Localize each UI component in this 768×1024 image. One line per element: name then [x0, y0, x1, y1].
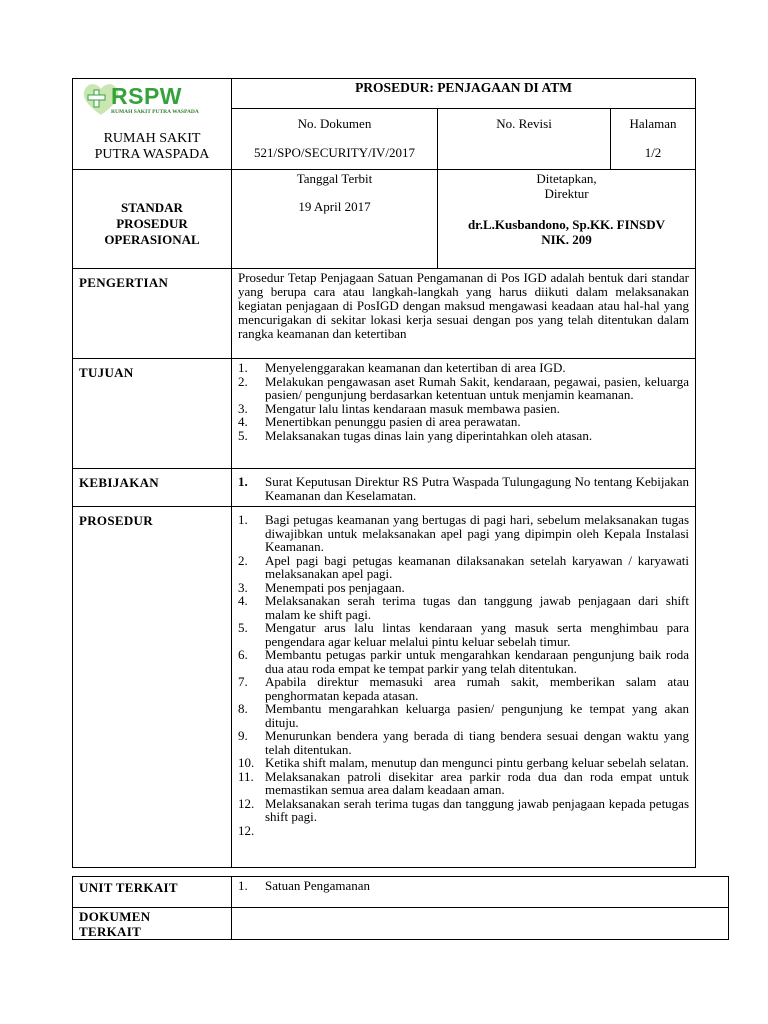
item-number: 3. [238, 400, 248, 416]
list-item [238, 594, 689, 621]
prosedur-cell [232, 507, 696, 868]
logo-subtitle: RUMAH SAKIT PUTRA WASPADA [111, 109, 199, 115]
item-text: Melaksanakan patroli disekitar area parkir roda dua dan roda empat untuk memastikan semua area dalam keadaan aman. [265, 768, 690, 797]
item-text: Menempati pos penjagaan. [265, 579, 405, 595]
list-item [238, 770, 689, 797]
item-text: Apel pagi bagi petugas keamanan dilaksanakan setelah karyawan / karyawati melaksanakan apel pagi. [265, 552, 690, 581]
item-number: 5. [238, 620, 248, 635]
list-item [238, 513, 689, 554]
page-label: Halaman [629, 116, 677, 131]
approval-cell [438, 170, 696, 269]
item-text: Melaksanakan tugas dinas lain yang diperintahkan oleh atasan. [265, 427, 593, 443]
director-name: dr.L.Kusbandono, Sp.KK. FINSDV [467, 217, 666, 232]
revision-cell [438, 109, 611, 170]
list-item [238, 429, 689, 443]
item-number: 2. [238, 552, 248, 568]
list-item [238, 554, 689, 581]
logo-text: RSPW [111, 83, 182, 109]
director-nik: NIK. 209 [541, 232, 592, 247]
approved-role: Direktur [544, 186, 589, 201]
item-number: 12. [238, 822, 255, 838]
header-table [72, 78, 696, 868]
item-text: Membantu petugas parkir untuk mengarahkan kendaraan pengunjung baik roda dua atau roda empat ke tempat parkir yang telah ditentukan. [265, 647, 690, 676]
item-number: 3. [238, 579, 248, 595]
item-text: Menyelenggarakan keamanan dan ketertiban di area IGD. [265, 360, 566, 375]
list-item [238, 879, 722, 893]
list-item [238, 756, 689, 770]
item-text: Menertibkan penunggu pasien di area perawatan. [265, 414, 521, 429]
item-text: Menurunkan bendera yang berada di tiang bendera sesuai dengan waktu yang telah ditentukan. [265, 728, 690, 757]
item-number: 1. [238, 474, 248, 489]
tujuan-cell [232, 359, 696, 469]
logo-cell [73, 79, 232, 170]
item-number: 10. [238, 755, 255, 770]
issue-cell [232, 170, 438, 269]
item-number: 6. [238, 647, 248, 662]
pengertian-text: Prosedur Tetap Penjagaan Satuan Pengamanan di Pos IGD adalah bentuk dari standar yang berupa cara atau langkah-langkah yang harus diikuti dalam melaksanakan kegiatan penjagaan di PosIGD dengan maksud mengawasi keadaan atau hal-hal yang mencurigakan di sekitar lokasi kerja sesuai dengan pos yang telah ditentukan dalam rangka keamanan dan ketertiban [232, 269, 696, 359]
item-text [265, 824, 689, 838]
prosedur-label: PROSEDUR [73, 507, 232, 868]
list-item [238, 648, 689, 675]
item-text: Melakukan pengawasan aset Rumah Sakit, kendaraan, pegawai, pasien, keluarga pasien/ pengunjung berdasarkan ketentuan untuk menjamin keamanan. [265, 373, 690, 402]
list-item [238, 824, 689, 838]
approved-label: Ditetapkan, [536, 171, 597, 186]
item-number: 4. [238, 593, 248, 608]
list-item [238, 581, 689, 595]
hospital-logo [81, 81, 231, 121]
unit-terkait-cell [232, 877, 729, 908]
item-number: 8. [238, 701, 248, 716]
list-item [238, 361, 689, 375]
list-item [238, 675, 689, 702]
doc-number-cell [232, 109, 438, 170]
item-number: 5. [238, 427, 248, 443]
list-item [238, 402, 689, 416]
issue-label: Tanggal Terbit [296, 171, 373, 186]
dokumen-terkait-cell [232, 908, 729, 940]
pengertian-label: PENGERTIAN [73, 269, 232, 359]
doc-number: 521/SPO/SECURITY/IV/2017 [253, 145, 416, 160]
unit-terkait-list [238, 879, 722, 893]
item-number: 4. [238, 414, 248, 429]
page-cell [611, 109, 696, 170]
item-number: 7. [238, 674, 248, 689]
tujuan-list [238, 361, 689, 442]
item-text: Mengatur arus lalu lintas kendaraan yang masuk serta menghimbau para pengendara agar keluar melalui pintu keluar sebelah timur. [265, 620, 690, 649]
kebijakan-list [238, 475, 689, 502]
kebijakan-cell [232, 469, 696, 507]
kebijakan-label: KEBIJAKAN [73, 469, 232, 507]
item-number: 1. [238, 878, 248, 893]
item-number: 1. [238, 360, 248, 375]
document-title: PROSEDUR: PENJAGAAN DI ATM [232, 79, 696, 109]
item-text: Mengatur lalu lintas kendaraan masuk membawa pasien. [265, 400, 560, 416]
issue-date: 19 April 2017 [298, 199, 371, 214]
list-item [238, 475, 689, 502]
item-text: Satuan Pengamanan [265, 878, 371, 893]
dokumen-terkait-label: DOKUMEN TERKAIT [73, 908, 232, 940]
item-number: 1. [238, 512, 248, 527]
list-item [238, 797, 689, 824]
list-item [238, 415, 689, 429]
prosedur-list [238, 513, 689, 837]
item-text: Melaksanakan serah terima tugas dan tanggung jawab penjagaan kepada petugas shift pagi. [265, 795, 690, 824]
revision-label: No. Revisi [496, 116, 552, 131]
unit-terkait-label: UNIT TERKAIT [73, 877, 232, 908]
hospital-name: RUMAH SAKIT PUTRA WASPADA [94, 131, 210, 162]
list-item [238, 702, 689, 729]
list-item [238, 729, 689, 756]
sop-label: STANDAR PROSEDUR OPERASIONAL [73, 170, 232, 269]
item-number: 9. [238, 728, 248, 743]
list-item [238, 621, 689, 648]
sop-document [72, 78, 695, 868]
item-number: 2. [238, 373, 248, 389]
item-number: 12. [238, 795, 255, 811]
page-value: 1/2 [644, 145, 662, 160]
item-text: Ketika shift malam, menutup dan mengunci pintu gerbang keluar sebelah selatan. [265, 755, 689, 770]
item-text: Melaksanakan serah terima tugas dan tanggung jawab penjagaan dari shift malam ke shift pagi. [265, 593, 690, 622]
item-text: Surat Keputusan Direktur RS Putra Waspada Tulungagung No tentang Kebijakan Keamanan dan Keselamatan. [265, 474, 690, 503]
item-text: Apabila direktur memasuki area rumah sakit, memberikan salam atau penghormatan kepada atasan. [265, 674, 690, 703]
item-number: 11. [238, 768, 254, 784]
doc-number-label: No. Dokumen [297, 116, 372, 131]
related-table [72, 876, 728, 940]
tujuan-label: TUJUAN [73, 359, 232, 469]
item-text: Bagi petugas keamanan yang bertugas di pagi hari, sebelum melaksanakan tugas diwajibkan untuk melaksanakan apel pagi yang dipimpin oleh Kepala Instalasi Keamanan. [265, 512, 690, 554]
item-text: Membantu mengarahkan keluarga pasien/ pengunjung ke tempat yang akan dituju. [265, 701, 690, 730]
list-item [238, 375, 689, 402]
